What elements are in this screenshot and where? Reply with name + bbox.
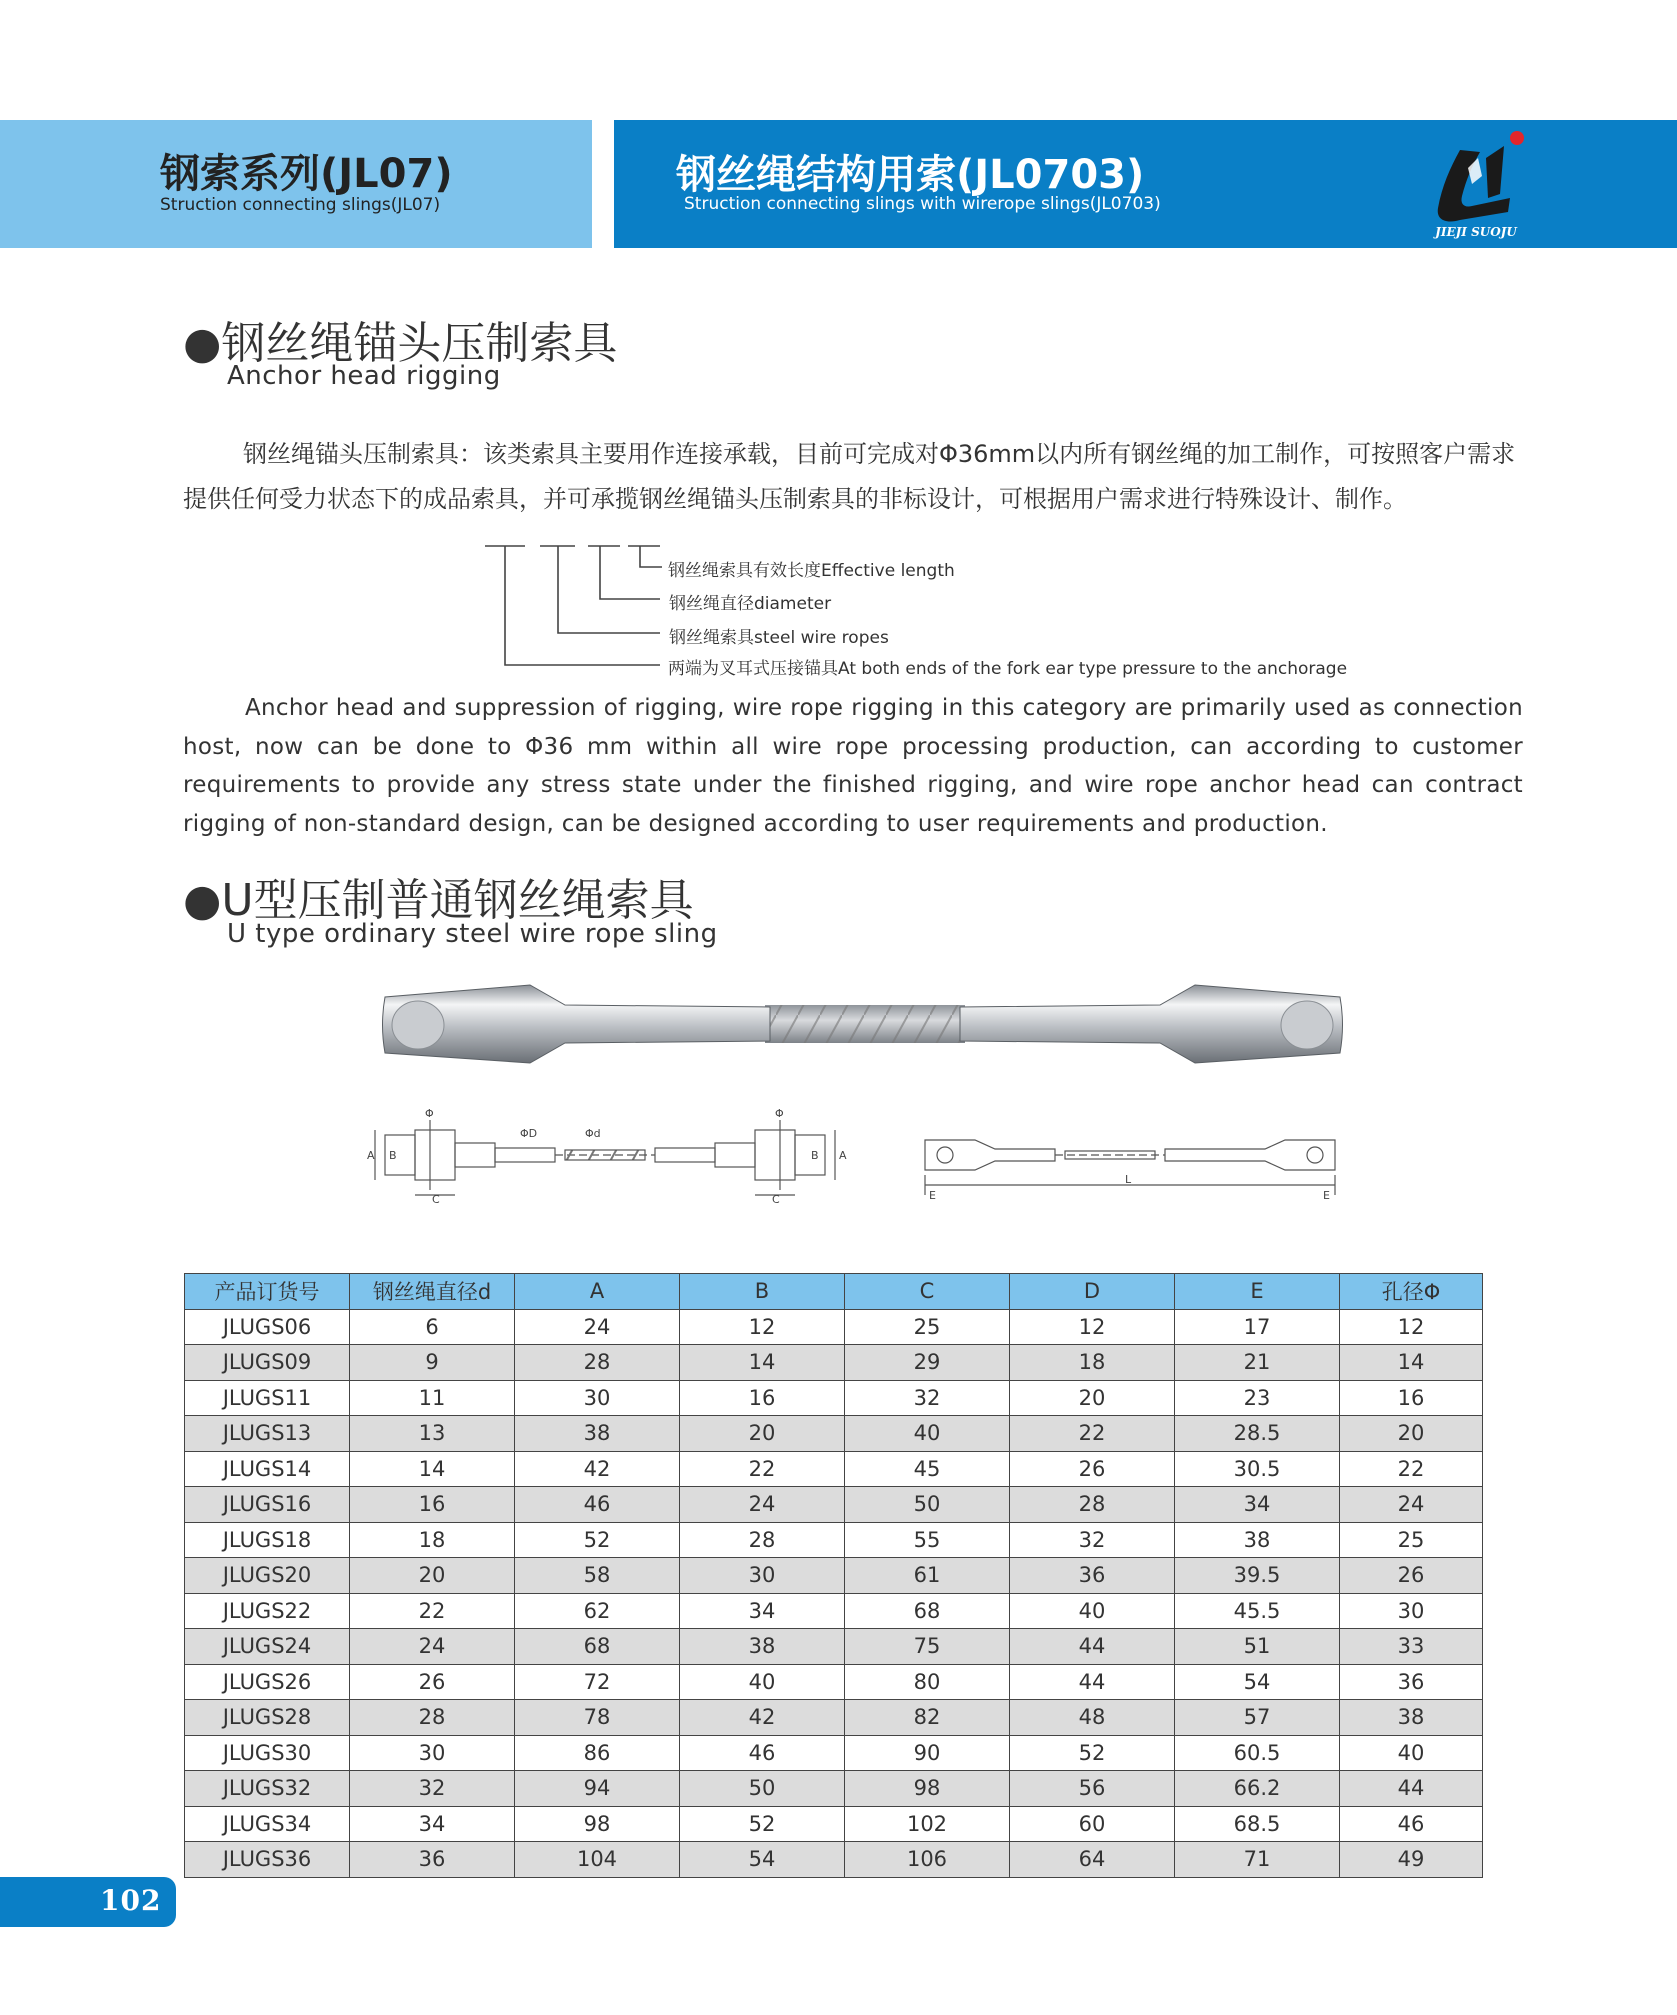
table-cell: 78 — [515, 1700, 680, 1736]
table-cell: 22 — [1340, 1451, 1483, 1487]
table-cell: 28 — [680, 1522, 845, 1558]
table-cell: 38 — [1175, 1522, 1340, 1558]
logo-text: JIEJI SUOJU — [1435, 225, 1517, 239]
table-cell: 52 — [680, 1806, 845, 1842]
table-cell: JLUGS16 — [185, 1487, 350, 1523]
table-cell: 26 — [1340, 1558, 1483, 1594]
table-cell: 64 — [1010, 1842, 1175, 1878]
table-row — [185, 1735, 1483, 1771]
table-cell: 40 — [680, 1664, 845, 1700]
table-cell: 60 — [1010, 1806, 1175, 1842]
table-cell: JLUGS34 — [185, 1806, 350, 1842]
legend-steel-wire-ropes: 钢丝绳索具steel wire ropes — [669, 628, 889, 648]
table-cell: 58 — [515, 1558, 680, 1594]
table-header-row — [185, 1274, 1483, 1310]
table-cell: 46 — [1340, 1806, 1483, 1842]
table-cell: 50 — [845, 1487, 1010, 1523]
table-cell: JLUGS22 — [185, 1593, 350, 1629]
page-number: 102 — [100, 1884, 162, 1917]
product-line-subtitle: Struction connecting slings with wirerope slings(JL0703) — [684, 194, 1161, 214]
table-cell: 38 — [515, 1416, 680, 1452]
table-cell: 44 — [1010, 1664, 1175, 1700]
table-cell: 24 — [1340, 1487, 1483, 1523]
table-cell: 20 — [680, 1416, 845, 1452]
drawing-label-phi-right: Φ — [775, 1107, 784, 1120]
drawing-label-E-right: E — [1323, 1189, 1330, 1202]
table-cell: 46 — [515, 1487, 680, 1523]
table-row — [185, 1771, 1483, 1807]
table-cell: 34 — [680, 1593, 845, 1629]
drawing-label-B: B — [389, 1149, 397, 1162]
table-cell: 30 — [680, 1558, 845, 1594]
series-subtitle: Struction connecting slings(JL07) — [160, 195, 441, 215]
table-cell: 68 — [845, 1593, 1010, 1629]
table-cell: 55 — [845, 1522, 1010, 1558]
table-cell: 71 — [1175, 1842, 1340, 1878]
table-row — [185, 1700, 1483, 1736]
table-cell: 36 — [1010, 1558, 1175, 1594]
header-A: A — [515, 1274, 680, 1310]
table-row — [185, 1380, 1483, 1416]
table-cell: 22 — [1010, 1416, 1175, 1452]
table-cell: 20 — [1340, 1416, 1483, 1452]
table-cell: 28 — [515, 1345, 680, 1381]
drawing-label-A-right: A — [839, 1149, 847, 1162]
table-cell: JLUGS18 — [185, 1522, 350, 1558]
table-cell: 40 — [1340, 1735, 1483, 1771]
table-cell: 72 — [515, 1664, 680, 1700]
table-row — [185, 1593, 1483, 1629]
table-cell: 20 — [350, 1558, 515, 1594]
table-cell: 17 — [1175, 1309, 1340, 1345]
table-cell: JLUGS28 — [185, 1700, 350, 1736]
table-cell: 56 — [1010, 1771, 1175, 1807]
header-B: B — [680, 1274, 845, 1310]
section-title-anchor-head: ●钢丝绳锚头压制索具 — [183, 318, 618, 369]
table-cell: 49 — [1340, 1842, 1483, 1878]
table-cell: 30 — [1340, 1593, 1483, 1629]
legend-diameter: 钢丝绳直径diameter — [669, 594, 832, 614]
description-chinese: 钢丝绳锚头压制索具：该类索具主要用作连接承载，目前可完成对Φ36mm以内所有钢丝绳的加工制作，可按照客户需求提供任何受力状态下的成品索具，并可承揽钢丝绳锚头压制索具的非标设计，可根据用户需求进行特殊设计、制作。 — [183, 440, 1516, 513]
table-cell: JLUGS14 — [185, 1451, 350, 1487]
table-cell: 18 — [350, 1522, 515, 1558]
product-photo-wire-rope-sling — [380, 975, 1345, 1075]
section-title-u-type: ●U型压制普通钢丝绳索具 — [183, 875, 694, 926]
description-english: Anchor head and suppression of rigging, wire rope rigging in this category are primarily used as connection host, now can be done to Φ36 mm within all wire rope processing production, can according to customer requirements to provide any stress state under the finished rigging, and wire rope anchor head can contract rigging of non-standard design, can be designed according to user requirements and production. — [183, 695, 1523, 837]
table-cell: JLUGS36 — [185, 1842, 350, 1878]
table-cell: 98 — [845, 1771, 1010, 1807]
table-cell: 22 — [680, 1451, 845, 1487]
table-cell: 16 — [350, 1487, 515, 1523]
drawing-label-L: L — [1125, 1173, 1132, 1186]
table-cell: 33 — [1340, 1629, 1483, 1665]
legend-effective-length: 钢丝绳索具有效长度Effective length — [668, 561, 955, 581]
table-row — [185, 1309, 1483, 1345]
table-cell: 21 — [1175, 1345, 1340, 1381]
table-cell: 104 — [515, 1842, 680, 1878]
table-cell: 22 — [350, 1593, 515, 1629]
drawing-label-phi: Φ — [425, 1107, 434, 1120]
table-cell: 98 — [515, 1806, 680, 1842]
table-cell: 44 — [1010, 1629, 1175, 1665]
table-cell: 68 — [515, 1629, 680, 1665]
table-cell: 32 — [350, 1771, 515, 1807]
table-cell: 34 — [1175, 1487, 1340, 1523]
drawing-label-B-right: B — [811, 1149, 819, 1162]
table-cell: 20 — [1010, 1380, 1175, 1416]
table-cell: 28 — [350, 1700, 515, 1736]
table-cell: 30 — [515, 1380, 680, 1416]
table-cell: 12 — [1010, 1309, 1175, 1345]
table-cell: JLUGS13 — [185, 1416, 350, 1452]
table-cell: 11 — [350, 1380, 515, 1416]
table-cell: 30.5 — [1175, 1451, 1340, 1487]
table-cell: 57 — [1175, 1700, 1340, 1736]
table-cell: 28 — [1010, 1487, 1175, 1523]
table-cell: 14 — [1340, 1345, 1483, 1381]
table-cell: 29 — [845, 1345, 1010, 1381]
table-cell: 52 — [1010, 1735, 1175, 1771]
section-subtitle-u-type: U type ordinary steel wire rope sling — [227, 919, 718, 949]
table-cell: 34 — [350, 1806, 515, 1842]
table-cell: JLUGS06 — [185, 1309, 350, 1345]
table-cell: 12 — [680, 1309, 845, 1345]
table-cell: 28.5 — [1175, 1416, 1340, 1452]
table-cell: 66.2 — [1175, 1771, 1340, 1807]
table-cell: JLUGS24 — [185, 1629, 350, 1665]
header-hole-diameter: 孔径Φ — [1340, 1274, 1483, 1310]
table-cell: 38 — [680, 1629, 845, 1665]
table-cell: 25 — [845, 1309, 1010, 1345]
header-D: D — [1010, 1274, 1175, 1310]
table-row — [185, 1416, 1483, 1452]
table-cell: 90 — [845, 1735, 1010, 1771]
table-row — [185, 1487, 1483, 1523]
table-cell: 54 — [1175, 1664, 1340, 1700]
table-cell: 48 — [1010, 1700, 1175, 1736]
table-cell: 24 — [515, 1309, 680, 1345]
series-title: 钢索系列(JL07) — [160, 151, 453, 197]
table-cell: 54 — [680, 1842, 845, 1878]
header-order-number: 产品订货号 — [185, 1274, 350, 1310]
table-cell: 45 — [845, 1451, 1010, 1487]
specification-table — [184, 1273, 1483, 1878]
table-cell: 46 — [680, 1735, 845, 1771]
table-cell: JLUGS26 — [185, 1664, 350, 1700]
table-cell: 80 — [845, 1664, 1010, 1700]
table-cell: 42 — [515, 1451, 680, 1487]
table-cell: 13 — [350, 1416, 515, 1452]
product-line-title: 钢丝绳结构用索(JL0703) — [676, 152, 1145, 198]
table-cell: 12 — [1340, 1309, 1483, 1345]
table-cell: 36 — [1340, 1664, 1483, 1700]
table-cell: 9 — [350, 1345, 515, 1381]
table-cell: 40 — [1010, 1593, 1175, 1629]
table-cell: JLUGS20 — [185, 1558, 350, 1594]
table-cell: 30 — [350, 1735, 515, 1771]
drawing-label-E: E — [929, 1189, 936, 1202]
table-cell: 75 — [845, 1629, 1010, 1665]
table-row — [185, 1842, 1483, 1878]
table-row — [185, 1806, 1483, 1842]
table-cell: 50 — [680, 1771, 845, 1807]
table-cell: 106 — [845, 1842, 1010, 1878]
table-cell: 38 — [1340, 1700, 1483, 1736]
table-cell: 36 — [350, 1842, 515, 1878]
table-row — [185, 1345, 1483, 1381]
table-cell: 25 — [1340, 1522, 1483, 1558]
table-row — [185, 1451, 1483, 1487]
table-cell: 86 — [515, 1735, 680, 1771]
header-C: C — [845, 1274, 1010, 1310]
table-row — [185, 1664, 1483, 1700]
table-cell: 24 — [350, 1629, 515, 1665]
table-cell: 68.5 — [1175, 1806, 1340, 1842]
table-row — [185, 1629, 1483, 1665]
table-cell: JLUGS30 — [185, 1735, 350, 1771]
section-subtitle-anchor-head: Anchor head rigging — [227, 361, 501, 391]
table-cell: 39.5 — [1175, 1558, 1340, 1594]
table-cell: 23 — [1175, 1380, 1340, 1416]
table-cell: 61 — [845, 1558, 1010, 1594]
drawing-label-C: C — [432, 1193, 440, 1205]
table-cell: 14 — [680, 1345, 845, 1381]
table-cell: 82 — [845, 1700, 1010, 1736]
drawing-label-A: A — [367, 1149, 375, 1162]
table-cell: 14 — [350, 1451, 515, 1487]
company-logo — [1420, 128, 1532, 240]
table-cell: 26 — [1010, 1451, 1175, 1487]
table-cell: 102 — [845, 1806, 1010, 1842]
header-E: E — [1175, 1274, 1340, 1310]
table-cell: JLUGS32 — [185, 1771, 350, 1807]
header-rope-diameter: 钢丝绳直径d — [350, 1274, 515, 1310]
table-cell: 62 — [515, 1593, 680, 1629]
table-cell: 60.5 — [1175, 1735, 1340, 1771]
table-cell: 18 — [1010, 1345, 1175, 1381]
table-cell: 32 — [1010, 1522, 1175, 1558]
table-cell: 44 — [1340, 1771, 1483, 1807]
table-cell: JLUGS11 — [185, 1380, 350, 1416]
table-cell: 52 — [515, 1522, 680, 1558]
table-cell: JLUGS09 — [185, 1345, 350, 1381]
drawing-label-C-right: C — [772, 1193, 780, 1205]
legend-fork-ear-anchorage: 两端为叉耳式压接锚具At both ends of the fork ear type pressure to the anchorage — [668, 659, 1348, 679]
table-cell: 16 — [680, 1380, 845, 1416]
drawing-label-phid: Φd — [585, 1127, 601, 1140]
table-cell: 24 — [680, 1487, 845, 1523]
table-row — [185, 1522, 1483, 1558]
table-cell: 6 — [350, 1309, 515, 1345]
table-cell: 42 — [680, 1700, 845, 1736]
dimension-drawing — [355, 1105, 1355, 1205]
drawing-label-phiD: ΦD — [520, 1127, 538, 1140]
table-cell: 45.5 — [1175, 1593, 1340, 1629]
table-cell: 32 — [845, 1380, 1010, 1416]
table-cell: 40 — [845, 1416, 1010, 1452]
table-cell: 94 — [515, 1771, 680, 1807]
table-cell: 26 — [350, 1664, 515, 1700]
table-cell: 16 — [1340, 1380, 1483, 1416]
table-row — [185, 1558, 1483, 1594]
table-cell: 51 — [1175, 1629, 1340, 1665]
